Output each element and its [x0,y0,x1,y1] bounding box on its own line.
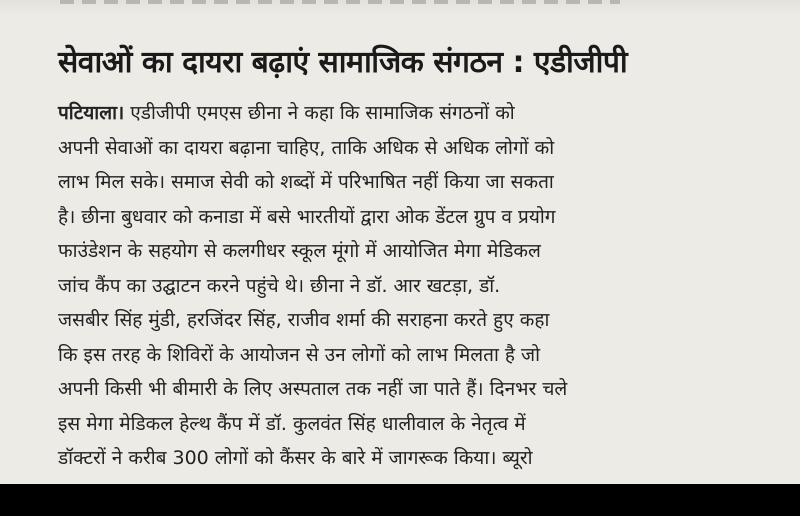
bottom-black-bar [0,484,800,516]
article-line-2: अपनी सेवाओं का दायरा बढ़ाना चाहिए, ताकि अधिक से अधिक लोगों को [58,136,555,159]
article-line-6: जांच कैंप का उद्घाटन करने पहुंचे थे। छीना ने डॉ. आर खटड़ा, डॉ. [58,274,501,297]
article-line-4: है। छीना बुधवार को कनाडा में बसे भारतीयों द्वारा ओक डेंटल ग्रुप व प्रयोग [58,205,556,228]
article-line-9: अपनी किसी भी बीमारी के लिए अस्पताल तक नहीं जा पाते हैं। दिनभर चले [58,378,568,400]
article-body [58,96,758,476]
cut-off-text-strip [0,0,800,14]
article-line-7: जसबीर सिंह मुंडी, हरजिंदर सिंह, राजीव शर्मा की सराहना करते हुए कहा [58,309,550,331]
article-line-text: एडीजीपी एमएस छीना ने कहा कि सामाजिक संगठनों को [124,102,515,124]
article-line-3: लाभ मिल सके। समाज सेवी को शब्दों में परिभाषित नहीं किया जा सकता [58,171,554,193]
article-line-8: कि इस तरह के शिविरों के आयोजन से उन लोगों को लाभ मिलता है जो [58,343,541,366]
article-line-10: इस मेगा मेडिकल हेल्थ कैंप में डॉ. कुलवंत सिंह धालीवाल के नेतृत्व में [58,412,526,435]
article-line-11: डॉक्टरों ने करीब 300 लोगों को कैंसर के बारे में जागरूक किया। ब्यूरो [58,447,533,469]
article-line-5: फाउंडेशन के सहयोग से कलगीधर स्कूल मूंगो में आयोजित मेगा मेडिकल [58,240,541,262]
article-dateline: पटियाला। [58,102,125,124]
article-headline: सेवाओं का दायरा बढ़ाएं सामाजिक संगठन : एडीजीपी [58,45,628,80]
article-line-1 [58,96,758,131]
